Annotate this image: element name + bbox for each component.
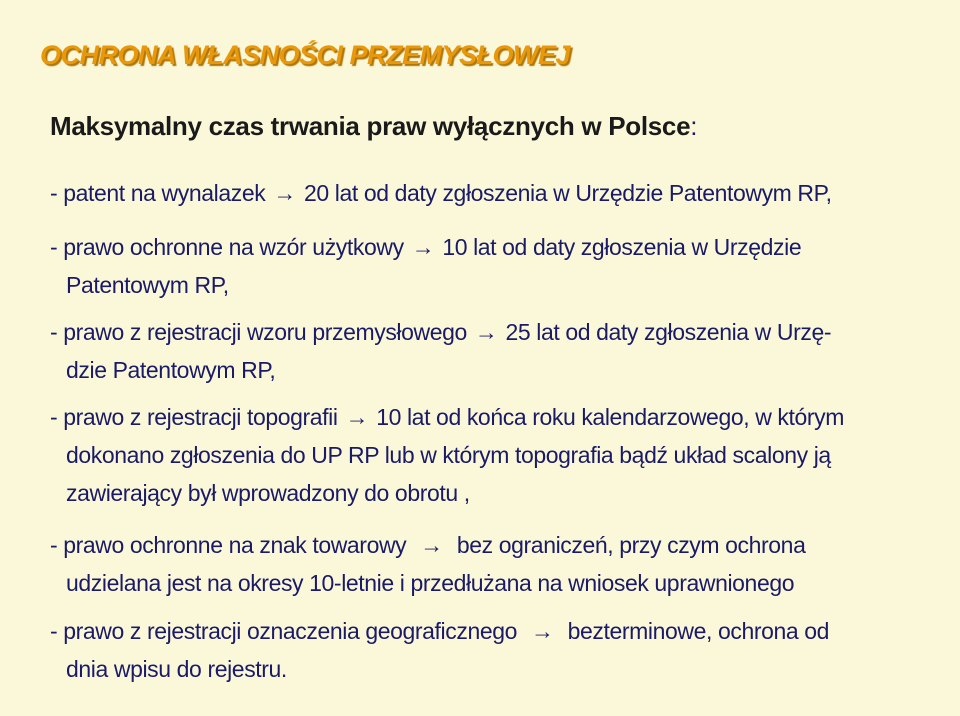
- slide-title: OCHRONA WŁASNOŚCI PRZEMYSŁOWEJ: [40, 40, 571, 70]
- list-item-geographical-indication: [50, 612, 920, 688]
- item-duration: 10 lat od końca roku kalendarzowego, w którym: [376, 404, 845, 430]
- list-item-line: [50, 526, 920, 564]
- item-right-type: - prawo ochronne na znak towarowy: [50, 532, 407, 558]
- list-item-continuation: dnia wpisu do rejestru.: [66, 656, 287, 682]
- item-right-type: - patent na wynalazek: [50, 180, 266, 206]
- list-item-continuation: zawierający był wprowadzony do obrotu ,: [66, 480, 470, 506]
- item-right-type: - prawo z rejestracji oznaczenia geograficznego: [50, 618, 518, 644]
- list-item-continuation: dzie Patentowym RP,: [66, 357, 276, 383]
- arrow-right-icon: →: [420, 532, 443, 558]
- item-duration: bez ograniczeń, przy czym ochrona: [456, 532, 806, 558]
- list-item-line: [50, 174, 920, 212]
- list-item-line: [50, 612, 920, 650]
- subtitle-text: Maksymalny czas trwania praw wyłącznych w Polsce: [50, 111, 691, 141]
- subtitle-colon: :: [690, 111, 698, 141]
- list-item-utility-model: [50, 228, 920, 304]
- slide-subtitle: [50, 111, 697, 142]
- list-item-topography: [50, 398, 920, 512]
- item-right-type: - prawo ochronne na wzór użytkowy: [50, 234, 404, 260]
- item-right-type: - prawo z rejestracji wzoru przemysłowego: [50, 319, 467, 345]
- list-item-patent: [50, 174, 920, 212]
- item-duration: 25 lat od daty zgłoszenia w Urzę-: [505, 319, 832, 345]
- list-item-continuation: udzielana jest na okresy 10-letnie i przedłużana na wniosek uprawnionego: [66, 570, 795, 596]
- arrow-right-icon: →: [474, 319, 498, 345]
- arrow-right-icon: →: [345, 404, 369, 430]
- item-duration: bezterminowe, ochrona od: [567, 618, 830, 644]
- item-right-type: - prawo z rejestracji topografii: [50, 404, 338, 430]
- list-item-continuation: dokonano zgłoszenia do UP RP lub w którym topografia bądź układ scalony ją: [66, 442, 831, 468]
- list-item-line: [50, 228, 920, 266]
- list-item-trademark: [50, 526, 920, 602]
- list-item-line: [50, 398, 920, 436]
- arrow-right-icon: →: [411, 234, 435, 260]
- arrow-right-icon: →: [273, 180, 296, 206]
- item-duration: 20 lat od daty zgłoszenia w Urzędzie Patentowym RP,: [303, 180, 832, 206]
- list-item-industrial-design: [50, 313, 920, 389]
- arrow-right-icon: →: [531, 618, 554, 644]
- item-duration: 10 lat od daty zgłoszenia w Urzędzie: [442, 234, 802, 260]
- list-item-continuation: Patentowym RP,: [66, 272, 229, 298]
- list-item-line: [50, 313, 920, 351]
